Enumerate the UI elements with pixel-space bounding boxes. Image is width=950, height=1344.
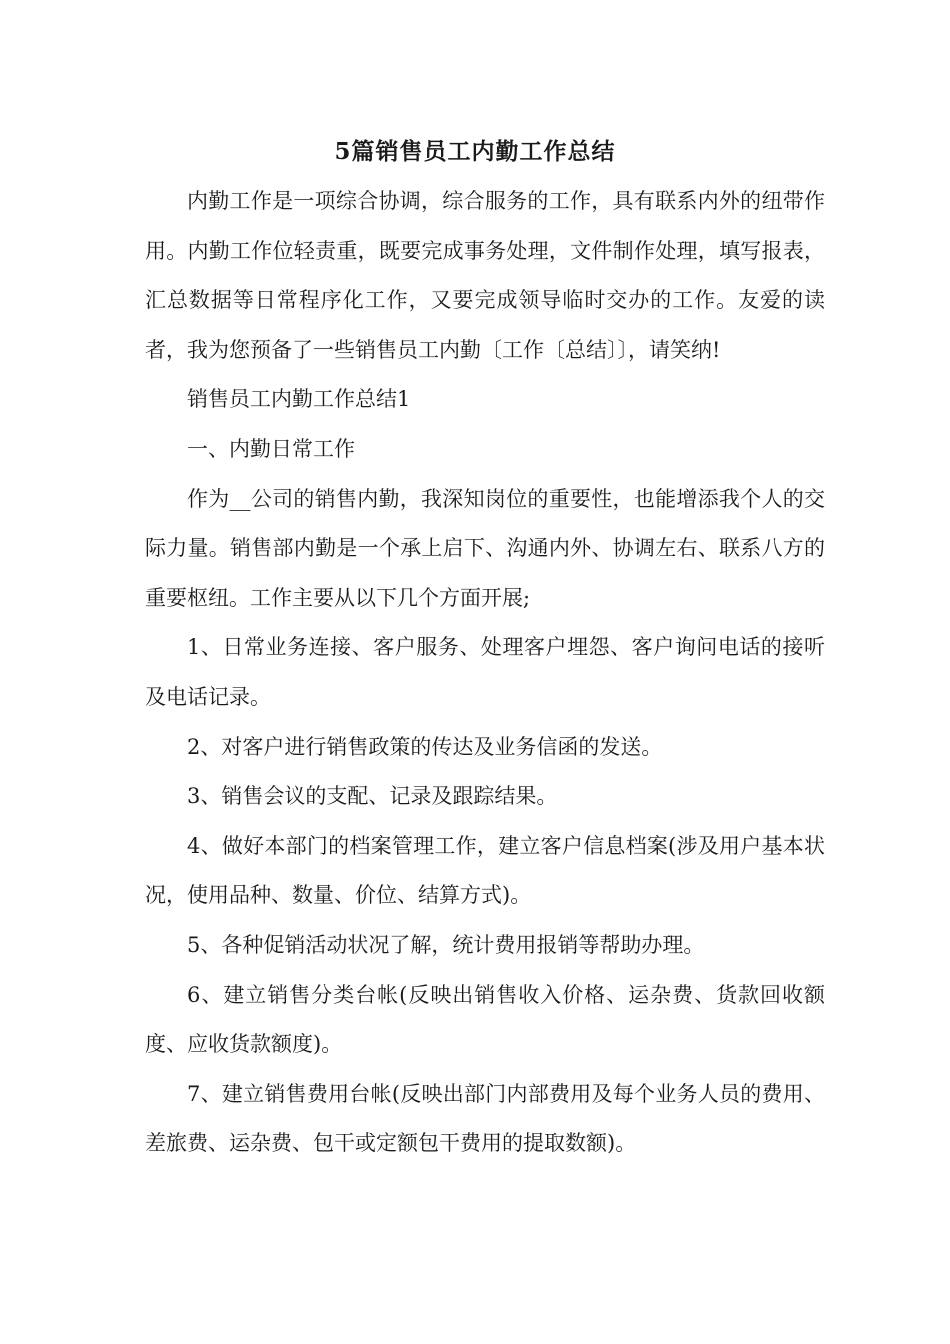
document-title: 5篇销售员工内勤工作总结 <box>334 138 616 165</box>
subsection-heading: 一、内勤日常工作 <box>187 436 355 461</box>
list-item: 4、做好本部门的档案管理工作，建立客户信息档案(涉及用户基本状况，使用品种、数量、价位、结算方式)。 <box>145 833 825 908</box>
list-item: 1、日常业务连接、客户服务、处理客户埋怨、客户询问电话的接听及电话记录。 <box>145 635 825 709</box>
list-item: 5、各种促销活动状况了解，统计费用报销等帮助办理。 <box>187 932 705 957</box>
document-body <box>145 177 825 1169</box>
section-heading: 销售员工内勤工作总结1 <box>187 387 411 412</box>
list-item: 3、销售会议的支配、记录及跟踪结果。 <box>187 784 558 809</box>
intro-paragraph: 内勤工作是一项综合协调，综合服务的工作，具有联系内外的纽带作用。内勤工作位轻责重，既要完成事务处理，文件制作处理，填写报表，汇总数据等日常程序化工作，又要完成领导临时交办的工作。友爱的读者，我为您预备了一些销售员工内勤〔工作〔总结〕〕，请笑纳! <box>145 189 825 362</box>
list-item: 2、对客户进行销售政策的传达及业务信函的发送。 <box>187 734 663 759</box>
body-paragraph: 作为__公司的销售内勤，我深知岗位的重要性，也能增添我个人的交际力量。销售部内勤是一个承上启下、沟通内外、协调左右、联系八方的重要枢纽。工作主要从以下几个方面开展; <box>145 486 825 610</box>
list-item: 7、建立销售费用台帐(反映出部门内部费用及每个业务人员的费用、差旅费、运杂费、包干或定额包干费用的提取数额)。 <box>145 1081 825 1156</box>
list-item: 6、建立销售分类台帐(反映出销售收入价格、运杂费、货款回收额度、应收货款额度)。 <box>145 982 825 1057</box>
